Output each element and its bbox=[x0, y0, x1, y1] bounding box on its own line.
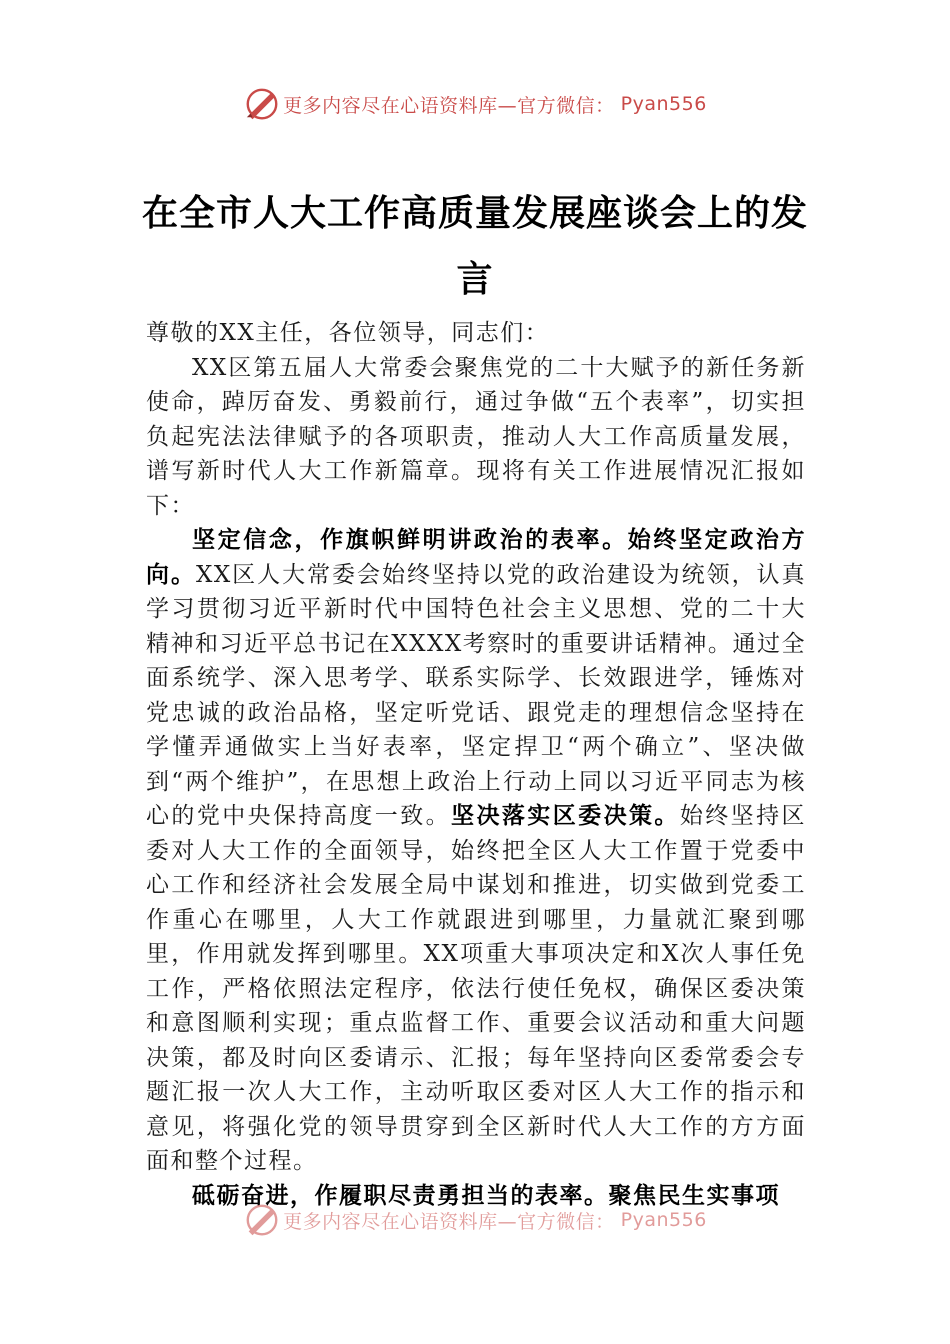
watermark-header bbox=[0, 84, 950, 124]
section-1-heading: 坚定信念，作旗帜鲜明讲政治的表率。 bbox=[192, 526, 628, 553]
watermark-footer-text: 更多内容尽在心语资料库—官方微信： bbox=[283, 1210, 615, 1233]
pen-logo-icon bbox=[243, 1204, 281, 1236]
document-title: 在全市人大工作高质量发展座谈会上的发言 bbox=[141, 192, 808, 300]
watermark-footer bbox=[0, 1204, 950, 1236]
watermark-text: 更多内容尽在心语资料库—官方微信： bbox=[283, 94, 615, 117]
document-body bbox=[146, 316, 806, 1213]
section-1-text-1: XX区人大常委会始终坚持以党的政治建设为统领，认真学习贯彻习近平新时代中国特色社会主义思想、党的二十大精神和习近平总书记在XXXX考察时的重要讲话精神。通过全面系统学、深入思考学、联系实际学、长效跟进学，锤炼对党忠诚的政治品格，坚定听党话、跟党走的理想信念坚持在学懂弄通做实上当好表率，坚定捍卫“两个确立”、坚决做到“两个维护”，在思想上政治上行动上同以习近平同志为核心的党中央保持高度一致。 bbox=[146, 561, 807, 829]
section-2-heading: 砥砺奋进，作履职尽责勇担当的表率。 bbox=[192, 1181, 609, 1209]
section-1-subheading-2: 坚决落实区委决策。 bbox=[451, 802, 680, 829]
section-1-text-2: 始终坚持区委对人大工作的全面领导，始终把全区人大工作置于党委中心工作和经济社会发展全局中谋划和推进，切实做到党委工作重心在哪里，人大工作就跟进到哪里，力量就汇聚到哪里，作用就发挥到哪里。XX项重大事项决定和X次人事任免工作，严格依照法定程序，依法行使任免权，确保区委决策和意图顺利实现；重点监督工作、重要会议活动和重大问题决策，都及时向区委请示、汇报；每年坚持向区委常委会专题汇报一次人大工作，主动听取区委对区人大工作的指示和意见，将强化党的领导贯穿到全区新时代人大工作的方方面面和整个过程。 bbox=[146, 803, 807, 1174]
section-1-subheading-1: 始终坚定政治方向。 bbox=[146, 526, 807, 588]
salutation: 尊敬的XX主任，各位领导，同志们： bbox=[146, 320, 550, 346]
section-2-subheading: 聚焦民生实事项 bbox=[608, 1181, 780, 1209]
pen-logo-icon bbox=[243, 85, 281, 123]
section-1-paragraph bbox=[146, 523, 806, 1179]
watermark-wechat-id: Pyan556 bbox=[620, 93, 707, 115]
intro-paragraph: XX区第五届人大常委会聚焦党的二十大赋予的新任务新使命，踔厉奋发、勇毅前行，通过争做“五个表率”，切实担负起宪法法律赋予的各项职责，推动人大工作高质量发展，谱写新时代人大工作新篇章。现将有关工作进展情况汇报如下： bbox=[146, 354, 806, 519]
watermark-footer-wechat-id: Pyan556 bbox=[620, 1209, 707, 1231]
